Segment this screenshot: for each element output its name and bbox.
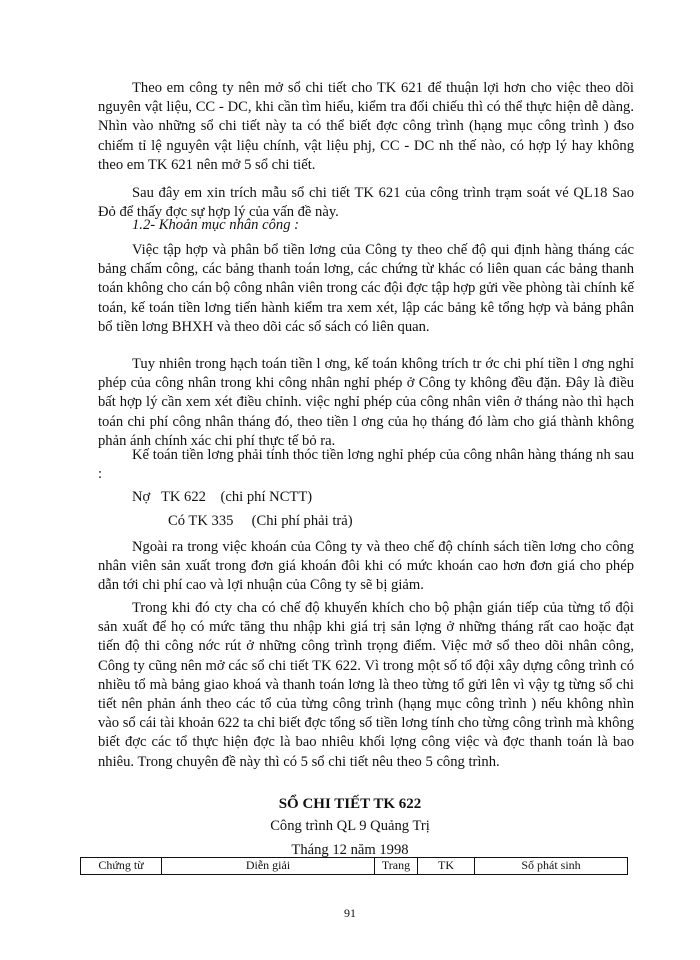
col-voucher: Chứng từ — [81, 858, 162, 875]
ledger-header-row — [81, 858, 628, 875]
section-heading: 1.2- Khoản mục nhân công : — [132, 217, 299, 233]
paragraph-accrual-instruction: Kế toán tiền lơng phải tính thóc tiền lơng nghỉ phép của công nhân hàng tháng nh sau : — [98, 447, 634, 483]
col-amount: Số phát sinh — [475, 858, 628, 875]
paragraph-piecework-costs: Ngoài ra trong việc khoán của Công ty và theo chế độ chính sách tiền lơng cho công nhân viên sản xuất trong đơn giá khoán đôi khi có mức khoán cao hơn đơn giá cho phép dẫn tới chi phí cao và lợi nhuận của Công ty sẽ bị giảm. — [98, 539, 634, 594]
ledger-period: Tháng 12 năm 1998 — [291, 842, 409, 858]
ledger-project: Công trình QL 9 Quảng Trị — [270, 818, 430, 834]
paragraph-tk621-recommendation: Theo em công ty nên mở sổ chi tiết cho TK 621 để thuận lợi hơn cho việc theo dõi nguyên vật liệu, CC - DC, khi cần tìm hiểu, kiểm tra đối chiếu thì có thể thực hiện dễ dàng. Nhìn vào những sổ chi tiết này ta có thể biết đợc công trình (hạng mục công trình ) đso chiếm tỉ lệ nguyên vật liệu chính, vật liệu phj, CC - DC nh thế nào, có hợp lý hay không theo em TK 621 nên mở 5 sổ chi tiết. — [98, 80, 634, 173]
page-number: 91 — [344, 906, 356, 920]
paragraph-sample-excerpt: Sau đây em xin trích mẫu sổ chi tiết TK 621 của công trình trạm soát vé QL18 Sao Đỏ để thấy đợc sự hợp lý của vấn đề này. — [98, 185, 634, 221]
paragraph-incentives-tk622: Trong khi đó cty cha có chế độ khuyến khích cho bộ phận gián tiếp của từng tổ đội sản xuất để họ có mức tăng thu nhập khi giá trị sản lợng ở những tháng rất cao hoặc đạt tiến độ thi công nớc rút ở những công trình trọng điểm. Việc mở sổ theo dõi nhân công, Công ty cũng nên mở các sổ chi tiết TK 622. Vì trong một số tổ đội xây dựng công trình có nhiều tổ mà bảng giao khoá và thanh toán lơng là theo từng tổ gửi lên vì vậy tg từng sổ chi tiết nên phản ánh theo các tổ của từng công trình (hạng mục công trình ) nếu không nhìn vào sổ cái tài khoản 622 ta chỉ biết đợc tổng số tiền lơng tính cho từng công trình mà không biết đợc các tổ thực hiện đợc là bao nhiêu khối lợng công việc và đợc thanh toán là bao nhiêu. Trong chuyên đề này thì có 5 sổ chi tiết nêu theo 5 công trình. — [98, 600, 634, 770]
col-page: Trang — [375, 858, 418, 875]
journal-entry-debit: Nợ TK 622 (chi phí NCTT) — [132, 489, 313, 505]
ledger-table — [80, 857, 628, 875]
paragraph-leave-accounting: Tuy nhiên trong hạch toán tiền l ơng, kế toán không trích tr ớc chi phí tiền l ơng nghỉ phép của công nhân trong khi công nhân nghỉ phép ở Công ty không đều đặn. Đây là điều bất hợp lý cần xem xét điều chỉnh. việc nghỉ phép của công nhân viên ở tháng nào thì hạch toán chi phí công nhân tháng đó, theo tiền l ơng của họ tháng đó làm cho giá thành không phản ánh chính xác chi phí thực tế bỏ ra. — [98, 356, 634, 449]
col-account: TK — [418, 858, 475, 875]
paragraph-wage-allocation: Việc tập hợp và phân bổ tiền lơng của Công ty theo chế độ qui định hàng tháng các bảng chấm công, các bảng thanh toán lơng, các chứng từ khác có liên quan các bảng thanh toán không cho cán bộ công nhân viên trong các đội đợc tập hợp gửi vềe phòng tài chính kế toán, kế toán tiền lơng tiến hành kiểm tra xem xét, lập các bảng kê tổng hợp và bảng phân bổ tiền lơng BHXH và theo dõi các sổ sách có liên quan. — [98, 242, 635, 335]
ledger-title: SỔ CHI TIẾT TK 622 — [278, 796, 422, 812]
col-description: Diễn giải — [162, 858, 375, 875]
journal-entry-credit: Có TK 335 (Chi phí phải trả) — [168, 513, 353, 529]
